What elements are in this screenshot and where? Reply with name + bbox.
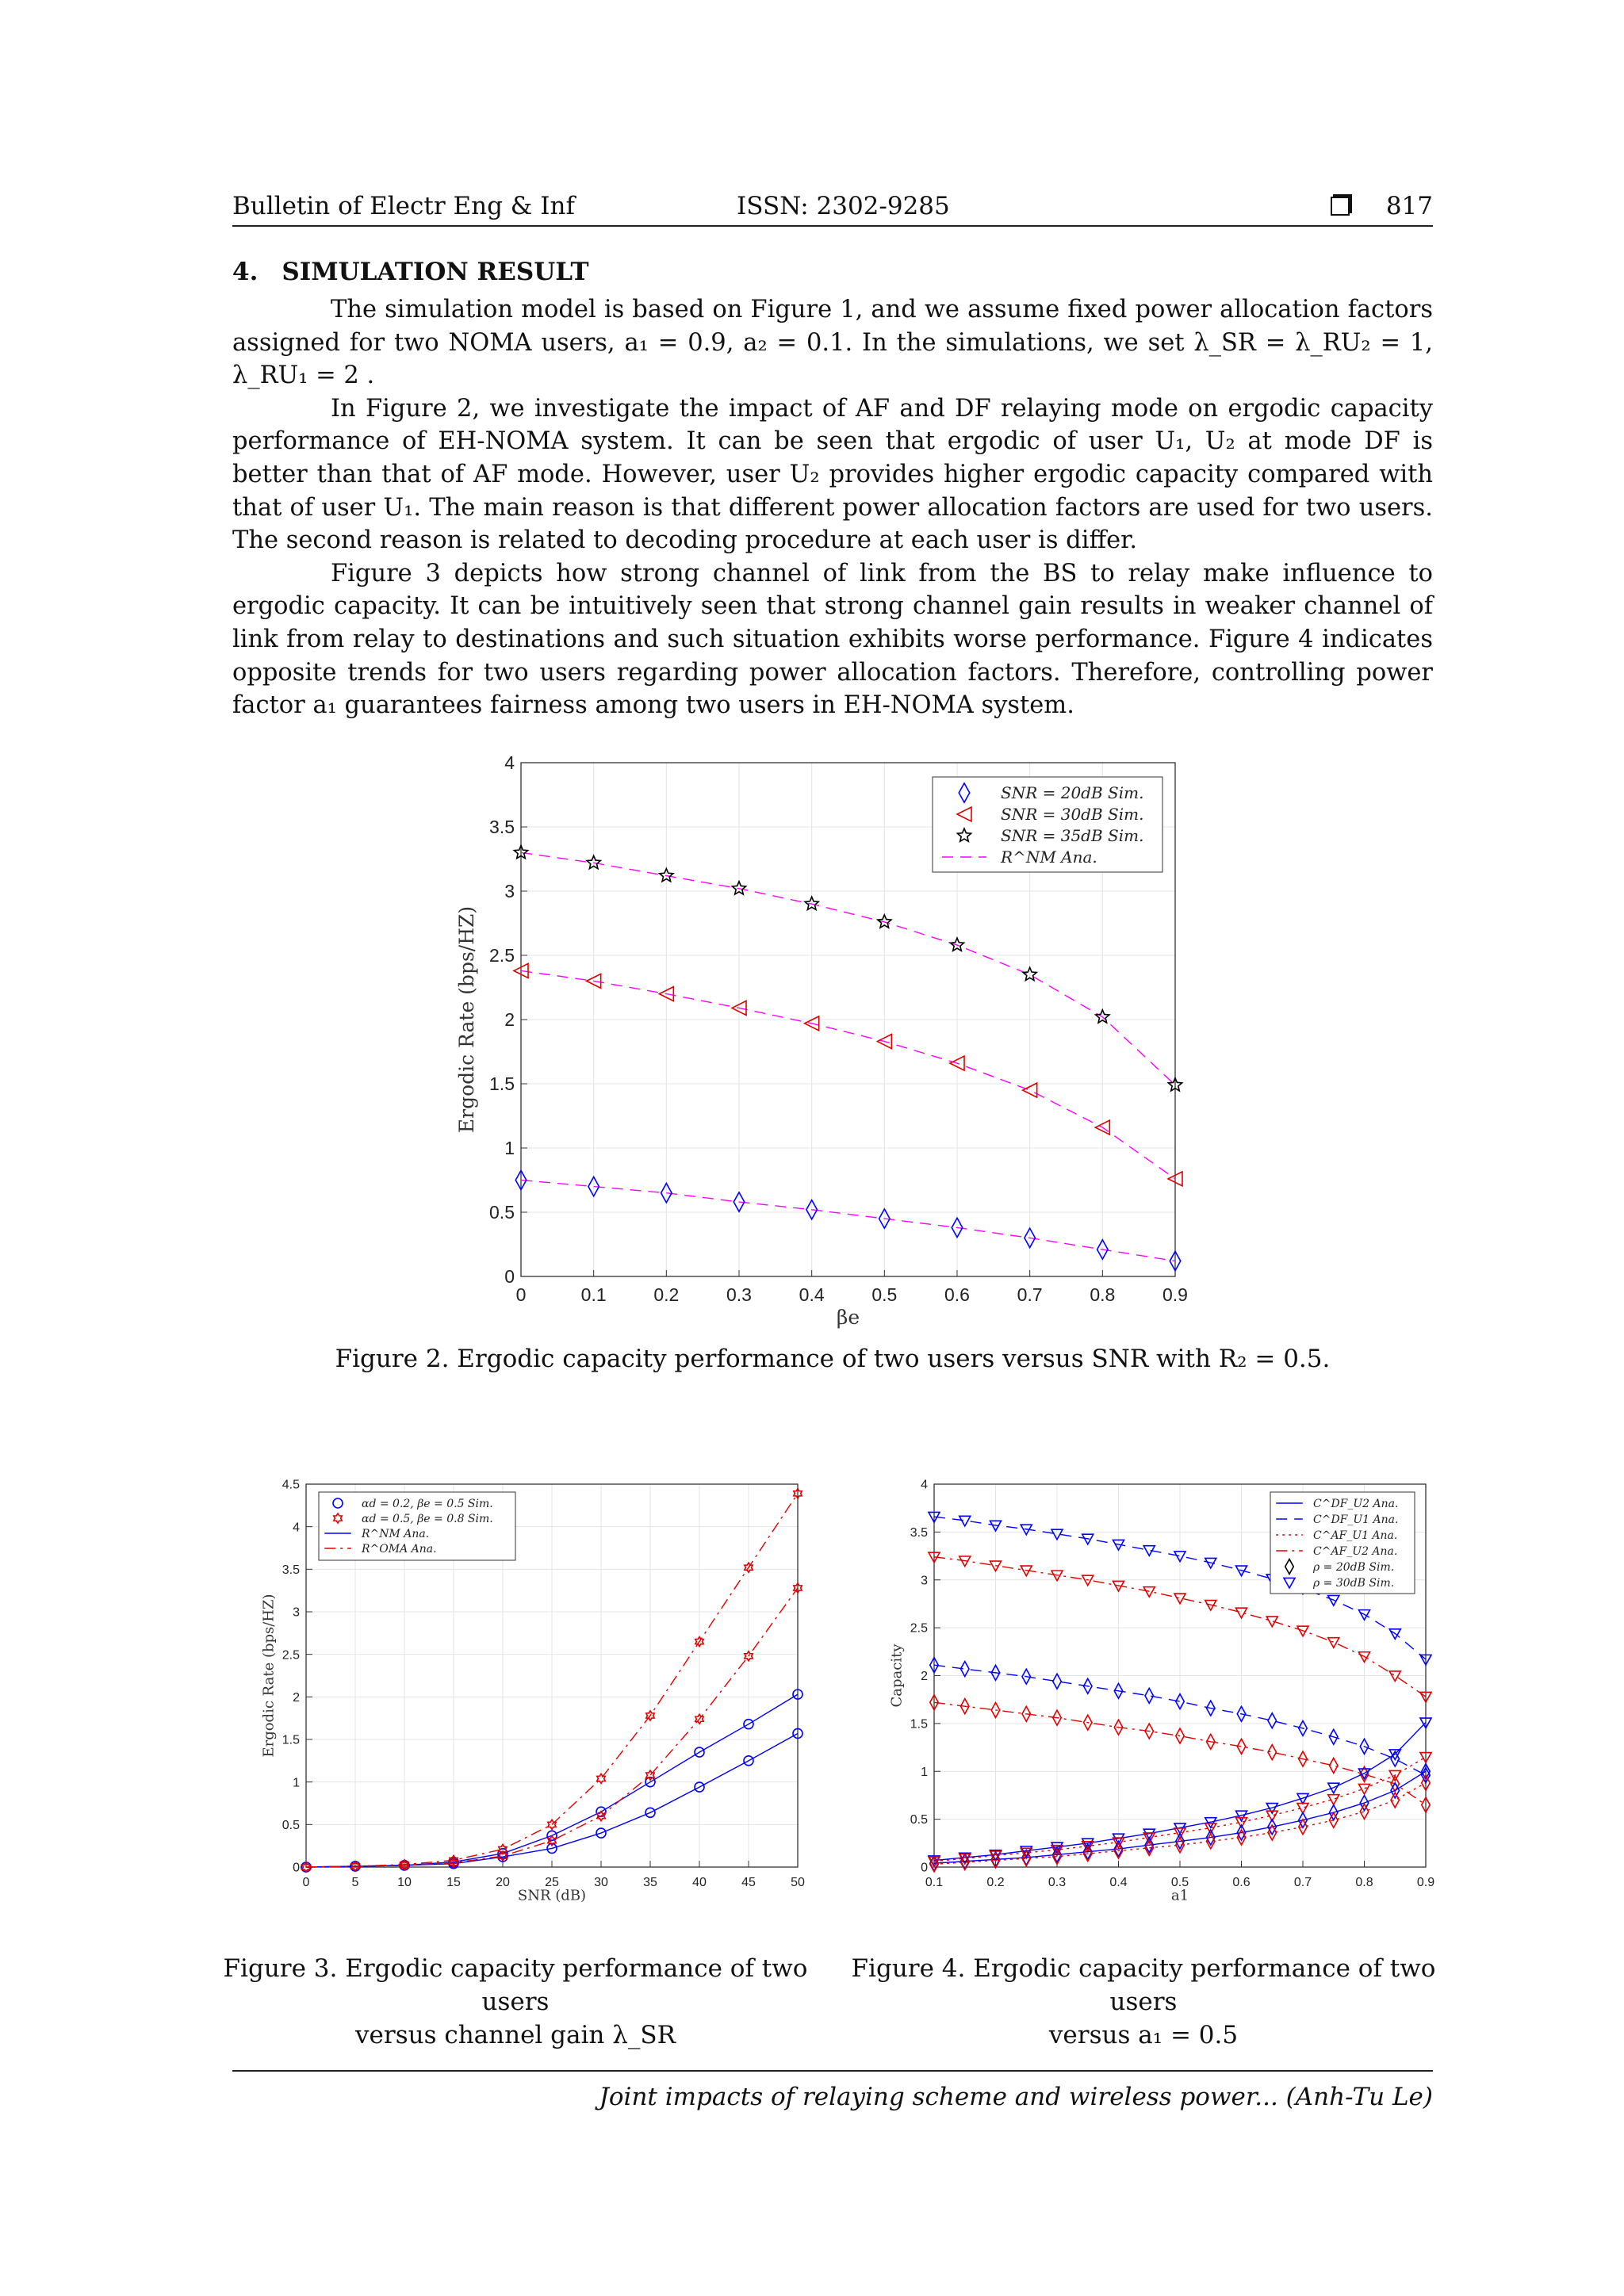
y-tick-label: 3 bbox=[293, 1605, 300, 1620]
caption-line: Figure 4. Ergodic capacity performance of two users bbox=[851, 1954, 1436, 2016]
figure-3-chart bbox=[246, 1467, 817, 1934]
x-tick-label: 0.6 bbox=[944, 1284, 970, 1305]
x-tick-label: 0.5 bbox=[1170, 1876, 1189, 1889]
x-tick-label: 0.7 bbox=[1017, 1284, 1043, 1305]
x-axis-label: SNR (dB) bbox=[517, 1887, 587, 1904]
caption-line: versus a₁ = 0.5 bbox=[1048, 2021, 1239, 2049]
y-tick-label: 0.5 bbox=[910, 1813, 928, 1827]
x-tick-label: 0.9 bbox=[1416, 1876, 1435, 1889]
y-tick-label: 0.5 bbox=[282, 1818, 300, 1832]
y-tick-label: 4.5 bbox=[282, 1478, 300, 1492]
caption-line: versus channel gain λ_SR bbox=[355, 2021, 676, 2049]
legend-label: ρ = 20dB Sim. bbox=[1313, 1560, 1395, 1574]
y-axis-label: Ergodic Rate (bps/HZ) bbox=[455, 905, 479, 1134]
x-tick-label: 0 bbox=[302, 1876, 310, 1889]
y-tick-label: 3.5 bbox=[282, 1563, 300, 1577]
legend-label: SNR = 20dB Sim. bbox=[1001, 783, 1144, 802]
y-tick-label: 1 bbox=[293, 1776, 300, 1790]
y-tick-label: 3 bbox=[921, 1574, 928, 1588]
y-tick-label: 4 bbox=[293, 1521, 300, 1535]
x-tick-label: 0.4 bbox=[799, 1284, 825, 1305]
legend-label: SNR = 35dB Sim. bbox=[1001, 826, 1144, 845]
figure-2-chart bbox=[428, 745, 1205, 1340]
y-tick-label: 3.5 bbox=[489, 817, 515, 838]
paragraph: The simulation model is based on Figure 1, and we assume fixed power allocation factors assigned for two NOMA users, a₁ = 0.9, a₂ = 0.1. In the simulations, we set λ_SR = λ_RU₂ = 1, λ_RU₁ = 2 . bbox=[232, 296, 1433, 390]
y-tick-label: 0 bbox=[921, 1861, 928, 1875]
y-tick-label: 4 bbox=[921, 1478, 928, 1492]
x-tick-label: 0.5 bbox=[871, 1284, 898, 1305]
x-tick-label: 20 bbox=[496, 1876, 510, 1889]
page-number: 817 bbox=[1385, 192, 1433, 220]
figure-4-chart bbox=[872, 1467, 1459, 1934]
paragraph: Figure 3 depicts how strong channel of link from the BS to relay make influence to ergodic capacity. It can be intuitively seen that strong channel gain results in weaker channel of link from relay to destinations and such situation exhibits worse performance. Figure 4 indicates opposite trends for two users regarding power allocation factors. Therefore, controlling power factor a₁ guarantees fairness among two users in EH-NOMA system. bbox=[232, 559, 1433, 720]
y-tick-label: 1.5 bbox=[282, 1733, 300, 1747]
x-tick-label: 0.1 bbox=[580, 1284, 607, 1305]
figure-4-caption bbox=[842, 1952, 1445, 2052]
y-tick-label: 2 bbox=[921, 1670, 928, 1684]
legend-label: C^AF_U2 Ana. bbox=[1313, 1544, 1398, 1558]
legend-label: R^NM Ana. bbox=[362, 1527, 430, 1540]
x-axis-label: βe bbox=[836, 1305, 860, 1329]
y-tick-label: 1 bbox=[921, 1765, 928, 1779]
x-tick-label: 30 bbox=[594, 1876, 608, 1889]
x-tick-label: 0 bbox=[515, 1284, 527, 1305]
legend-label: SNR = 30dB Sim. bbox=[1001, 805, 1144, 824]
body-text bbox=[232, 293, 1433, 722]
legend-label: C^DF_U2 Ana. bbox=[1313, 1497, 1399, 1510]
x-tick-label: 40 bbox=[692, 1876, 707, 1889]
x-tick-label: 0.7 bbox=[1293, 1876, 1312, 1889]
section-title: SIMULATION RESULT bbox=[282, 258, 589, 286]
paragraph: In Figure 2, we investigate the impact of AF and DF relaying mode on ergodic capacity performance of EH-NOMA system. It can be seen that ergodic of user U₁, U₂ at mode DF is better than that of AF mode. However, user U₂ provides higher ergodic capacity compared with that of user U₁. The main reason is that different power allocation factors are used for two users. The second reason is related to decoding procedure at each user is differ. bbox=[232, 394, 1433, 555]
y-tick-label: 0 bbox=[293, 1861, 300, 1875]
y-tick-label: 0 bbox=[504, 1266, 515, 1288]
y-axis-label: Capacity bbox=[888, 1644, 906, 1708]
running-header bbox=[232, 190, 1433, 227]
y-tick-label: 1.5 bbox=[910, 1717, 928, 1732]
legend-label: C^AF_U1 Ana. bbox=[1313, 1529, 1398, 1542]
y-axis-label: Ergodic Rate (bps/HZ) bbox=[260, 1594, 278, 1758]
y-tick-label: 1.5 bbox=[489, 1073, 515, 1095]
x-tick-label: 15 bbox=[446, 1876, 461, 1889]
legend-label: αd = 0.2, βe = 0.5 Sim. bbox=[362, 1497, 493, 1510]
x-tick-label: 10 bbox=[397, 1876, 412, 1889]
legend-label: R^OMA Ana. bbox=[362, 1542, 437, 1556]
x-axis-label: a1 bbox=[1170, 1887, 1189, 1904]
legend-label: αd = 0.5, βe = 0.8 Sim. bbox=[362, 1512, 493, 1525]
figure-2-caption: Figure 2. Ergodic capacity performance of two users versus SNR with R₂ = 0.5. bbox=[335, 1345, 1331, 1373]
y-tick-label: 2.5 bbox=[910, 1621, 928, 1636]
x-tick-label: 0.8 bbox=[1355, 1876, 1373, 1889]
x-tick-label: 0.2 bbox=[653, 1284, 680, 1305]
x-tick-label: 50 bbox=[791, 1876, 805, 1889]
y-tick-label: 0.5 bbox=[489, 1202, 515, 1223]
x-tick-label: 35 bbox=[643, 1876, 657, 1889]
figure-3-caption bbox=[214, 1952, 817, 2052]
y-tick-label: 2.5 bbox=[282, 1648, 300, 1663]
y-tick-label: 3.5 bbox=[910, 1525, 928, 1540]
journal-name: Bulletin of Electr Eng & Inf bbox=[232, 192, 575, 220]
x-tick-label: 0.9 bbox=[1162, 1284, 1188, 1305]
running-footer bbox=[232, 2070, 1433, 2111]
y-tick-label: 1 bbox=[504, 1138, 515, 1159]
y-tick-label: 3 bbox=[504, 881, 515, 902]
issn: ISSN: 2302-9285 bbox=[737, 192, 950, 220]
x-tick-label: 45 bbox=[741, 1876, 756, 1889]
section-number: 4. bbox=[232, 258, 259, 286]
section-heading bbox=[232, 258, 589, 286]
footer-text: Joint impacts of relaying scheme and wireless power... (Anh-Tu Le) bbox=[599, 2083, 1433, 2111]
legend-label: R^NM Ana. bbox=[1001, 848, 1097, 867]
x-tick-label: 0.8 bbox=[1090, 1284, 1116, 1305]
x-tick-label: 0.3 bbox=[1048, 1876, 1067, 1889]
y-tick-label: 2 bbox=[293, 1690, 300, 1705]
y-tick-label: 2 bbox=[504, 1009, 515, 1031]
legend-label: C^DF_U1 Ana. bbox=[1313, 1513, 1399, 1526]
legend-label: ρ = 30dB Sim. bbox=[1313, 1576, 1395, 1590]
x-tick-label: 25 bbox=[545, 1876, 559, 1889]
x-tick-label: 0.2 bbox=[986, 1876, 1005, 1889]
x-tick-label: 0.1 bbox=[925, 1876, 944, 1889]
x-tick-label: 0.3 bbox=[726, 1284, 752, 1305]
caption-line: Figure 3. Ergodic capacity performance of two users bbox=[223, 1954, 808, 2016]
y-tick-label: 2.5 bbox=[489, 945, 515, 966]
square-icon bbox=[1331, 197, 1350, 216]
x-tick-label: 0.6 bbox=[1232, 1876, 1251, 1889]
x-tick-label: 5 bbox=[351, 1876, 359, 1889]
x-tick-label: 0.4 bbox=[1109, 1876, 1128, 1889]
y-tick-label: 4 bbox=[504, 752, 515, 774]
